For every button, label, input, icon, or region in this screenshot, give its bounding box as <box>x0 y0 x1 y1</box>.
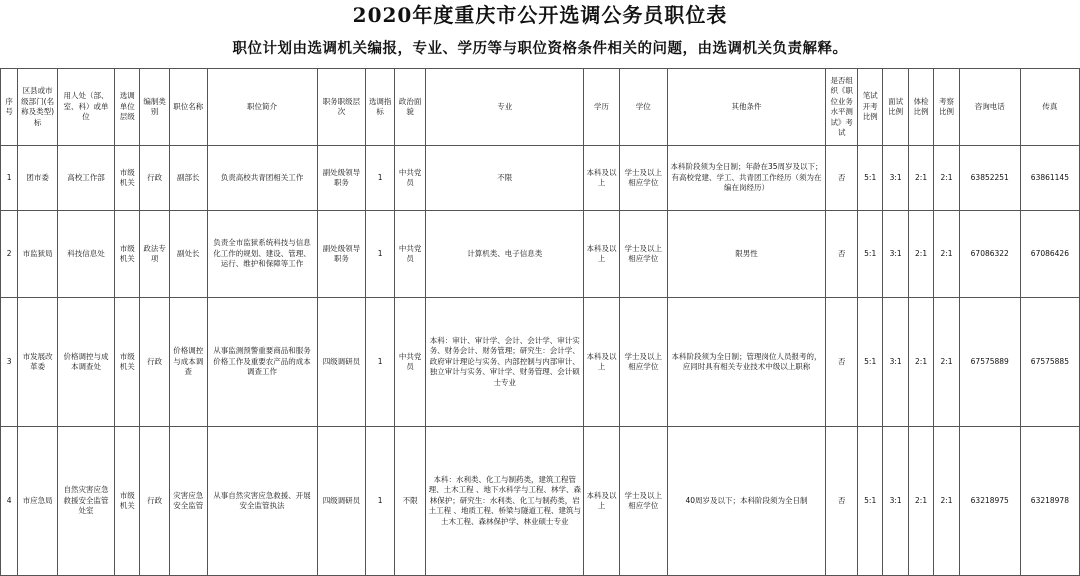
cell-level: 市级机关 <box>114 427 139 576</box>
table-row <box>1 298 1080 427</box>
cell-rank: 四级调研员 <box>317 298 366 427</box>
cell-level: 市级机关 <box>114 298 139 427</box>
cell-other: 限男性 <box>667 211 826 298</box>
table-row <box>1 427 1080 576</box>
cell-unit: 价格调控与成本调查处 <box>57 298 114 427</box>
cell-other: 40周岁及以下；本科阶段须为全日制 <box>667 427 826 576</box>
cell-position: 价格调控与成本调查 <box>169 298 207 427</box>
col-header-major: 专业 <box>426 69 584 146</box>
cell-dept: 市发展改革委 <box>18 298 58 427</box>
page-subtitle: 职位计划由选调机关编报，专业、学历等与职位资格条件相关的问题，由选调机关负责解释。 <box>232 41 848 57</box>
cell-phone: 67086322 <box>959 211 1020 298</box>
col-header-intro: 职位简介 <box>207 69 317 146</box>
cell-intro: 从事监测预警重要商品和服务价格工作及重要农产品的成本调查工作 <box>207 298 317 427</box>
cell-level: 市级机关 <box>114 146 139 211</box>
cell-rank: 副处级领导职务 <box>317 146 366 211</box>
cell-no: 4 <box>1 427 18 576</box>
cell-degree: 学士及以上相应学位 <box>619 298 667 427</box>
cell-political: 不限 <box>394 427 426 576</box>
cell-fax: 63861145 <box>1020 146 1079 211</box>
cell-quota: 1 <box>366 211 395 298</box>
cell-no: 1 <box>1 146 18 211</box>
cell-staffing: 行政 <box>140 146 170 211</box>
cell-interview-ratio: 3:1 <box>883 211 908 298</box>
cell-inspection-ratio: 2:1 <box>934 298 959 427</box>
col-header-position: 职位名称 <box>169 69 207 146</box>
position-table <box>0 68 1080 576</box>
cell-exam: 否 <box>826 298 858 427</box>
cell-unit: 高校工作部 <box>57 146 114 211</box>
cell-medical-ratio: 2:1 <box>908 211 933 298</box>
col-header-fax: 传真 <box>1020 69 1079 146</box>
cell-dept: 市应急局 <box>18 427 58 576</box>
col-header-education: 学历 <box>584 69 620 146</box>
cell-fax: 63218978 <box>1020 427 1079 576</box>
cell-dept: 市监狱局 <box>18 211 58 298</box>
cell-degree: 学士及以上相应学位 <box>619 427 667 576</box>
col-header-phone: 咨询电话 <box>959 69 1020 146</box>
cell-other: 本科阶段须为全日制；管理岗位人员报考的，应同时具有相关专业技术中级以上职称 <box>667 298 826 427</box>
cell-no: 3 <box>1 298 18 427</box>
cell-exam: 否 <box>826 427 858 576</box>
col-header-degree: 学位 <box>619 69 667 146</box>
cell-interview-ratio: 3:1 <box>883 427 908 576</box>
cell-degree: 学士及以上相应学位 <box>619 211 667 298</box>
col-header-no: 序号 <box>1 69 18 146</box>
cell-medical-ratio: 2:1 <box>908 298 933 427</box>
cell-rank: 副处级领导职务 <box>317 211 366 298</box>
col-header-written-ratio: 笔试开考比例 <box>857 69 882 146</box>
cell-phone: 63218975 <box>959 427 1020 576</box>
cell-phone: 63852251 <box>959 146 1020 211</box>
col-header-political: 政治面貌 <box>394 69 426 146</box>
col-header-dept: 区县或市级部门(名称及类型)标 <box>18 69 58 146</box>
cell-medical-ratio: 2:1 <box>908 427 933 576</box>
col-header-medical-ratio: 体检比例 <box>908 69 933 146</box>
table-row <box>1 211 1080 298</box>
col-header-inspection-ratio: 考察比例 <box>934 69 959 146</box>
cell-interview-ratio: 3:1 <box>883 298 908 427</box>
cell-political: 中共党员 <box>394 298 426 427</box>
table-header-row <box>1 69 1080 146</box>
cell-no: 2 <box>1 211 18 298</box>
cell-intro: 负责全市监狱系统科技与信息化工作的规划、建设、管理、运行、维护和保障等工作 <box>207 211 317 298</box>
cell-intro: 从事自然灾害应急救援、开展安全监管执法 <box>207 427 317 576</box>
cell-quota: 1 <box>366 298 395 427</box>
cell-inspection-ratio: 2:1 <box>934 427 959 576</box>
cell-staffing: 行政 <box>140 427 170 576</box>
cell-rank: 四级调研员 <box>317 427 366 576</box>
cell-exam: 否 <box>826 211 858 298</box>
cell-quota: 1 <box>366 427 395 576</box>
cell-unit: 自然灾害应急救援安全监管处室 <box>57 427 114 576</box>
cell-political: 中共党员 <box>394 146 426 211</box>
cell-level: 市级机关 <box>114 211 139 298</box>
col-header-other: 其他条件 <box>667 69 826 146</box>
cell-unit: 科技信息处 <box>57 211 114 298</box>
cell-major: 不限 <box>426 146 584 211</box>
cell-education: 本科及以上 <box>584 146 620 211</box>
cell-position: 副部长 <box>169 146 207 211</box>
cell-inspection-ratio: 2:1 <box>934 211 959 298</box>
cell-fax: 67086426 <box>1020 211 1079 298</box>
cell-medical-ratio: 2:1 <box>908 146 933 211</box>
col-header-level: 选调单位层级 <box>114 69 139 146</box>
cell-major: 本科：水利类、化工与制药类，建筑工程管理、土木工程 、地下水科学与工程、林学、森林保护；研究生：水利类、化工与制药类，岩土工程 、地质工程、桥梁与隧道工程、建筑与土木工程、森林保护学、林业硕士专业 <box>426 427 584 576</box>
cell-major: 本科：审计、审计学、会计、会计学、审计实务、财务会计、财务管理；研究生：会计学、政府审计理论与实务、内部控制与内部审计、独立审计与实务、审计学、财务管理、会计硕士专业 <box>426 298 584 427</box>
cell-staffing: 政法专项 <box>140 211 170 298</box>
table-row <box>1 146 1080 211</box>
cell-other: 本科阶段须为全日制；年龄在35周岁及以下；有高校党建、学工、共青团工作经历（须为在编在岗经历） <box>667 146 826 211</box>
page-title: 2020年度重庆市公开选调公务员职位表 <box>352 3 728 27</box>
cell-political: 中共党员 <box>394 211 426 298</box>
col-header-unit: 用人处（部、室、科）或单位 <box>57 69 114 146</box>
cell-dept: 团市委 <box>18 146 58 211</box>
col-header-quota: 选调指标 <box>366 69 395 146</box>
cell-inspection-ratio: 2:1 <box>934 146 959 211</box>
cell-staffing: 行政 <box>140 298 170 427</box>
cell-position: 灾害应急安全监管 <box>169 427 207 576</box>
col-header-rank: 职务职级层次 <box>317 69 366 146</box>
cell-education: 本科及以上 <box>584 298 620 427</box>
cell-written-ratio: 5:1 <box>857 427 882 576</box>
cell-interview-ratio: 3:1 <box>883 146 908 211</box>
cell-intro: 负责高校共青团相关工作 <box>207 146 317 211</box>
cell-exam: 否 <box>826 146 858 211</box>
cell-major: 计算机类、电子信息类 <box>426 211 584 298</box>
col-header-exam: 是否组织《职位业务水平测试》考试 <box>826 69 858 146</box>
cell-written-ratio: 5:1 <box>857 211 882 298</box>
cell-written-ratio: 5:1 <box>857 146 882 211</box>
cell-education: 本科及以上 <box>584 211 620 298</box>
cell-quota: 1 <box>366 146 395 211</box>
cell-position: 副处长 <box>169 211 207 298</box>
cell-degree: 学士及以上相应学位 <box>619 146 667 211</box>
col-header-interview-ratio: 面试比例 <box>883 69 908 146</box>
col-header-staffing: 编制类别 <box>140 69 170 146</box>
cell-written-ratio: 5:1 <box>857 298 882 427</box>
cell-phone: 67575889 <box>959 298 1020 427</box>
cell-fax: 67575885 <box>1020 298 1079 427</box>
cell-education: 本科及以上 <box>584 427 620 576</box>
